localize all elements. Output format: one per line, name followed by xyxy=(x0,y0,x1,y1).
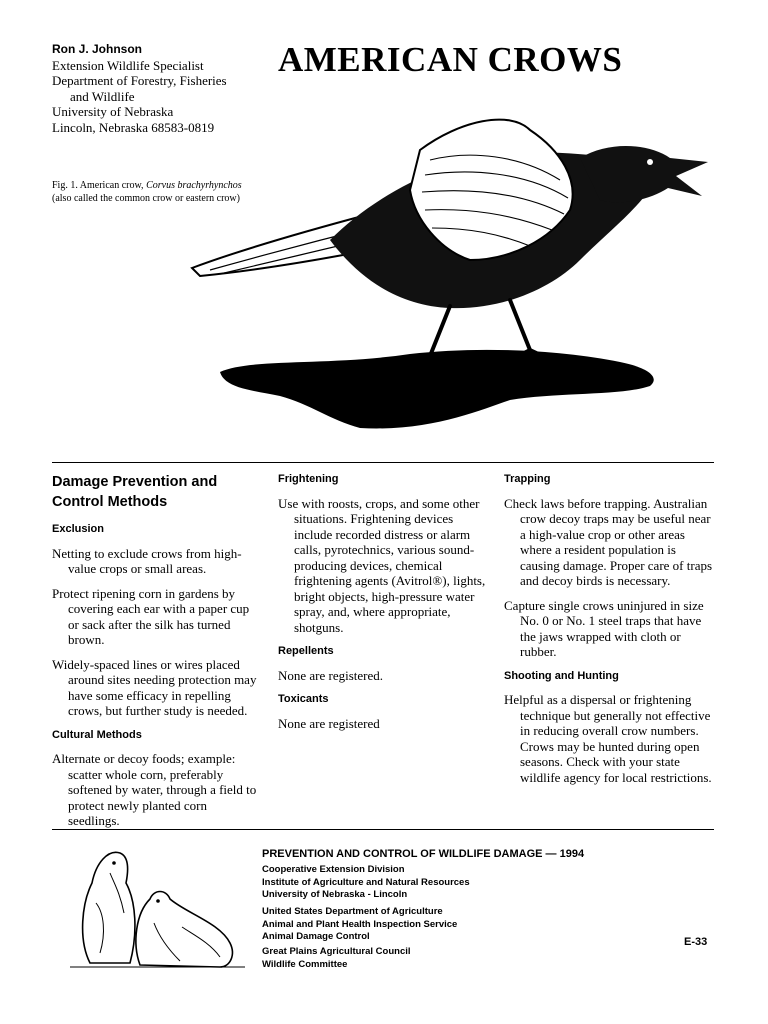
publication-code: E-33 xyxy=(684,936,708,948)
hunting-text: Helpful as a dispersal or frightening technique but generally not effective in reducing overall crow numbers. Crows may be hunted during open seasons. Check with your state wildlife agency for local restrictions. xyxy=(504,692,712,785)
crow-eye xyxy=(647,159,653,165)
footer-group-3 xyxy=(262,946,411,971)
exclusion-item: Widely-spaced lines or wires placed around sites needing protection may have some efficacy in repelling crows, but further study is needed. xyxy=(52,656,257,718)
author-line: University of Nebraska xyxy=(52,104,174,119)
cultural-heading: Cultural Methods xyxy=(52,728,142,741)
footer-title: PREVENTION AND CONTROL OF WILDLIFE DAMAGE — 1994 xyxy=(262,848,585,860)
prairie-dog-illustration xyxy=(70,843,245,973)
crow-illustration xyxy=(180,110,720,440)
footer-line: Wildlife Committee xyxy=(262,958,348,970)
column-1 xyxy=(52,472,257,838)
cultural-item: Alternate or decoy foods; example: scatter whole corn, preferably softened by water, through a field to protect newly planted corn seedlings. xyxy=(52,751,257,828)
footer-line: University of Nebraska - Lincoln xyxy=(262,889,408,900)
footer-group-1 xyxy=(262,864,470,902)
repellents-text: None are registered. xyxy=(278,667,384,683)
footer-line: Cooperative Extension Division xyxy=(262,864,405,875)
column-2 xyxy=(278,472,490,740)
author-line: and Wildlife xyxy=(70,88,135,104)
trapping-text: Capture single crows uninjured in size No. 0 or No. 1 steel traps that have the jaws wrapped with cloth or rubber. xyxy=(504,597,704,659)
hunting-heading: Shooting and Hunting xyxy=(504,669,619,682)
frightening-text: Use with roosts, crops, and some other situations. Frightening devices include recorded distress or alarm calls, pyrotechnics, various sound-producing devices, chemical frightening agents (Avitrol®), lights, bright objects, high-pressure water spray, and, where appropriate, shotguns. xyxy=(278,495,486,635)
caption-species: Corvus brachyrhynchos xyxy=(146,180,242,191)
trapping-heading: Trapping xyxy=(504,473,551,485)
prairie-dog-standing xyxy=(83,852,135,963)
footer-line: Institute of Agriculture and Natural Resources xyxy=(262,876,470,888)
exclusion-heading: Exclusion xyxy=(52,523,104,535)
exclusion-item: Protect ripening corn in gardens by covering each ear with a paper cup or sack after the silk has turned brown. xyxy=(52,585,250,647)
exclusion-item: Netting to exclude crows from high-value crops or small areas. xyxy=(52,545,242,576)
author-line: Lincoln, Nebraska 68583-0819 xyxy=(52,119,215,135)
caption-prefix: Fig. 1. American crow, xyxy=(52,180,147,191)
footer-line: Great Plains Agricultural Council xyxy=(262,946,411,957)
footer-line: Animal and Plant Health Inspection Service xyxy=(262,918,458,930)
repellents-heading: Repellents xyxy=(278,645,334,657)
divider-bottom xyxy=(52,829,714,830)
trapping-text: Check laws before trapping. Australian crow decoy traps may be useful near a high-value crop or other areas where a resident population is causing damage. Proper care of traps and decoy birds is necessary. xyxy=(504,495,713,588)
toxicants-heading: Toxicants xyxy=(278,693,329,705)
author-line: Department of Forestry, Fisheries xyxy=(52,73,227,88)
divider-top xyxy=(52,462,714,463)
crow-shadow xyxy=(220,350,654,429)
caption-line2: (also called the common crow or eastern crow) xyxy=(52,193,240,204)
prairie-dog-sitting xyxy=(136,892,232,968)
frightening-heading: Frightening xyxy=(278,473,339,485)
footer-line: United States Department of Agriculture xyxy=(262,906,443,917)
section-heading: Damage Prevention and Control Methods xyxy=(52,474,218,510)
crow-head xyxy=(580,146,708,202)
author-name: Ron J. Johnson xyxy=(52,42,142,56)
author-line: Extension Wildlife Specialist xyxy=(52,57,204,73)
column-3 xyxy=(504,472,716,794)
toxicants-text: None are registered xyxy=(278,715,380,731)
footer-line: Animal Damage Control xyxy=(262,931,370,942)
page-title: AMERICAN CROWS xyxy=(278,40,623,79)
footer-group-2 xyxy=(262,906,457,944)
